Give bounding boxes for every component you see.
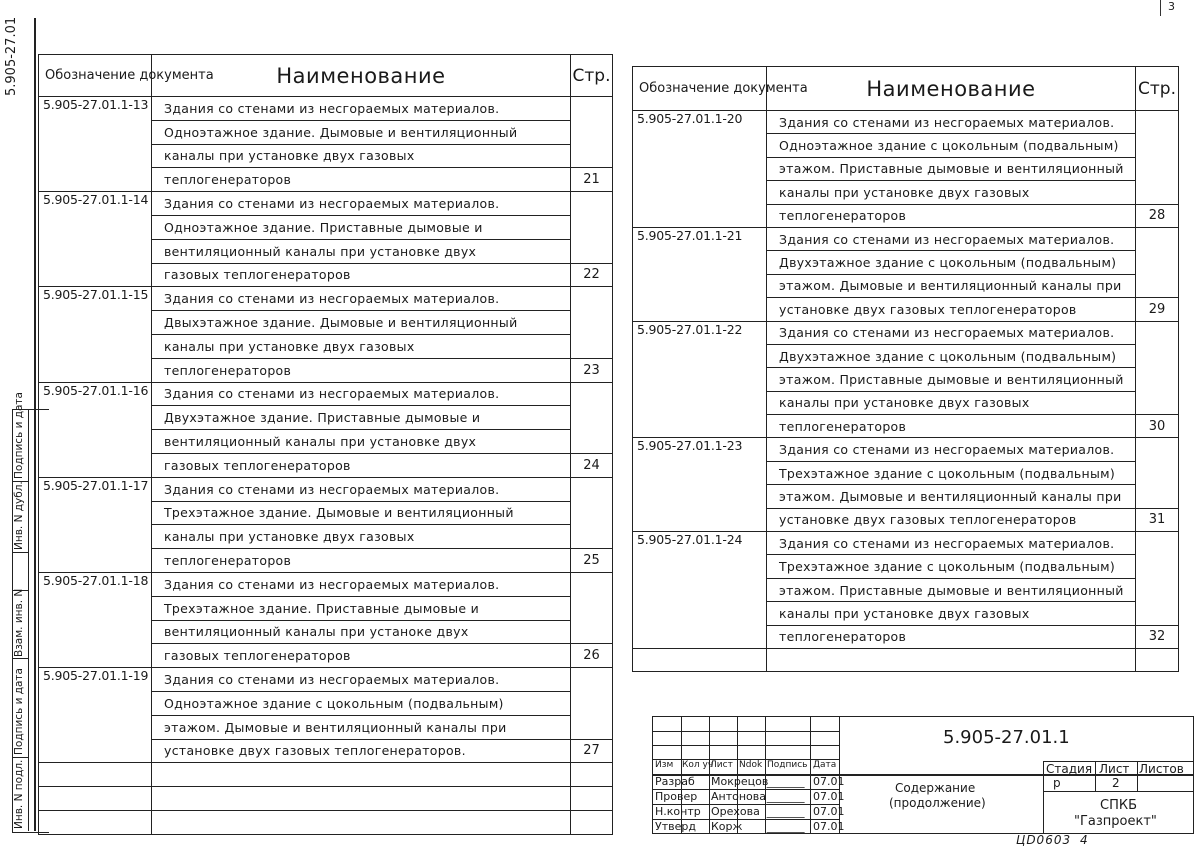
document-name-line: Здания со стенами из несгораемых материалов. xyxy=(767,532,1136,555)
table-row xyxy=(39,97,613,121)
empty-row xyxy=(39,787,613,811)
page-cell xyxy=(571,525,613,549)
page-cell xyxy=(1136,368,1179,391)
document-code xyxy=(633,251,767,274)
page-cell xyxy=(571,382,613,406)
document-code xyxy=(39,549,152,573)
doc-code: 5.905-27.01.1 xyxy=(943,727,1070,748)
page-number-divider xyxy=(1160,0,1161,16)
document-code: 5.905-27.01.1-15 xyxy=(39,287,152,311)
stamp-vzam-inv: Взам. инв. N xyxy=(13,588,25,657)
side-document-code: 5.905-27.01 xyxy=(4,16,19,96)
doc-title-line2: (продолжение) xyxy=(889,796,986,810)
table-row xyxy=(39,239,613,263)
stamp-inv-dubl: Инв. N дубл. xyxy=(13,481,25,550)
table-row xyxy=(633,602,1179,625)
document-name-line: каналы при установке двух газовых xyxy=(767,391,1136,414)
page-cell xyxy=(571,477,613,501)
title-block-col-header: Изм xyxy=(655,760,674,770)
header-name: Наименование xyxy=(152,55,571,97)
page-number-cell: 29 xyxy=(1136,298,1179,321)
document-name-line: Трехэтажное здание. Дымовые и вентиляционный xyxy=(152,501,571,525)
page-number-cell: 21 xyxy=(571,168,613,192)
document-code xyxy=(633,134,767,157)
document-code xyxy=(39,406,152,430)
page-cell xyxy=(571,120,613,144)
document-name-line: Здания со стенами из несгораемых материалов. xyxy=(152,572,571,596)
left-contents-table xyxy=(38,54,613,835)
title-block-role: Н.контр xyxy=(655,805,701,818)
table-row xyxy=(39,525,613,549)
document-code xyxy=(633,391,767,414)
empty-row xyxy=(39,810,613,834)
page-cell xyxy=(571,668,613,692)
page-cell xyxy=(571,287,613,311)
page-number-cell: 22 xyxy=(571,263,613,287)
document-name-line: Здания со стенами из несгораемых материалов. xyxy=(152,668,571,692)
page-cell xyxy=(571,596,613,620)
table-row xyxy=(39,334,613,358)
document-name-line: Здания со стенами из несгораемых материалов. xyxy=(767,438,1136,461)
stamp-separator xyxy=(12,658,28,659)
title-block-role: Провер xyxy=(655,790,698,803)
document-code xyxy=(39,715,152,739)
page-number-cell: 25 xyxy=(571,549,613,573)
document-name-line: вентиляционный каналы при установке двух xyxy=(152,239,571,263)
document-name-line: Двухэтажное здание с цокольным (подвальным) xyxy=(767,344,1136,367)
table-row xyxy=(633,485,1179,508)
page-cell xyxy=(1136,391,1179,414)
table-row xyxy=(39,501,613,525)
page-cell xyxy=(1136,602,1179,625)
org-line2: "Газпроект" xyxy=(1074,814,1157,829)
document-code xyxy=(39,215,152,239)
page-cell xyxy=(1136,321,1179,344)
table-row xyxy=(39,549,613,573)
page-cell xyxy=(1136,578,1179,601)
signature-scribble xyxy=(766,819,809,833)
title-block-col-header: Кол уч xyxy=(682,760,714,770)
title-block-name: Антонова xyxy=(711,790,766,803)
page-number-cell: 24 xyxy=(571,453,613,477)
title-block-date: 07.01 xyxy=(813,820,845,833)
document-code xyxy=(39,311,152,335)
stage-value: р xyxy=(1053,776,1061,790)
document-code: 5.905-27.01.1-16 xyxy=(39,382,152,406)
table-row xyxy=(633,204,1179,227)
table-row xyxy=(633,368,1179,391)
page-cell xyxy=(571,334,613,358)
document-code xyxy=(633,555,767,578)
document-name-line: этажом. Приставные дымовые и вентиляционный xyxy=(767,578,1136,601)
document-code: 5.905-27.01.1-20 xyxy=(633,111,767,134)
document-name-line: теплогенераторов xyxy=(152,168,571,192)
title-block-col-header: Подпись xyxy=(767,760,808,770)
document-code xyxy=(39,120,152,144)
page-cell xyxy=(571,192,613,216)
title-block-role: Утверд xyxy=(655,820,696,833)
empty-cell xyxy=(39,763,152,787)
signature-scribble xyxy=(766,804,809,818)
page-cell xyxy=(1136,111,1179,134)
right-contents-table xyxy=(632,66,1179,672)
document-code xyxy=(633,368,767,391)
table-row xyxy=(39,691,613,715)
document-name-line: теплогенераторов xyxy=(767,415,1136,438)
document-code xyxy=(39,334,152,358)
page-cell xyxy=(571,215,613,239)
document-name-line: Двыхэтажное здание. Дымовые и вентиляционный xyxy=(152,311,571,335)
title-block-name: Мокрецов xyxy=(711,775,769,788)
title-block-name: Орехова xyxy=(711,805,760,818)
table-row xyxy=(633,111,1179,134)
table-row xyxy=(39,406,613,430)
document-code xyxy=(39,168,152,192)
title-block-name: Корж xyxy=(711,820,743,833)
signature-scribble xyxy=(766,789,809,803)
title-block-col-header: Дата xyxy=(813,760,837,770)
document-name-line: Трехэтажное здание с цокольным (подвальным) xyxy=(767,461,1136,484)
table-row xyxy=(633,344,1179,367)
page-cell xyxy=(1136,485,1179,508)
document-name-line: каналы при установке двух газовых xyxy=(767,602,1136,625)
title-block-date: 07.01 xyxy=(813,775,845,788)
document-name-line: Здания со стенами из несгораемых материалов. xyxy=(152,287,571,311)
stamp-separator xyxy=(12,552,28,553)
empty-cell xyxy=(571,787,613,811)
table-row xyxy=(633,461,1179,484)
document-name-line: газовых теплогенераторов xyxy=(152,644,571,668)
document-code xyxy=(39,691,152,715)
signature-scribble xyxy=(766,774,809,788)
title-block-date: 07.01 xyxy=(813,790,845,803)
document-code: 5.905-27.01.1-13 xyxy=(39,97,152,121)
document-code: 5.905-27.01.1-17 xyxy=(39,477,152,501)
table-row xyxy=(633,555,1179,578)
empty-cell xyxy=(1136,648,1179,671)
table-row xyxy=(39,382,613,406)
page-cell xyxy=(571,572,613,596)
page-cell xyxy=(1136,227,1179,250)
document-code: 5.905-27.01.1-24 xyxy=(633,532,767,555)
document-code: 5.905-27.01.1-18 xyxy=(39,572,152,596)
document-name-line: Одноэтажное здание. Приставные дымовые и xyxy=(152,215,571,239)
document-name-line: этажом. Приставные дымовые и вентиляционный xyxy=(767,157,1136,180)
page-cell xyxy=(1136,157,1179,180)
document-code xyxy=(633,625,767,648)
stamp-signature-date-bottom: Подпись и дата xyxy=(13,668,25,755)
page-cell xyxy=(571,406,613,430)
document-code xyxy=(39,501,152,525)
page-cell xyxy=(571,144,613,168)
page-cell xyxy=(571,430,613,454)
header-page: Стр. xyxy=(571,55,613,97)
sheet-header: Лист xyxy=(1099,762,1130,776)
table-row xyxy=(39,715,613,739)
table-row xyxy=(633,298,1179,321)
page-cell xyxy=(1136,134,1179,157)
document-code xyxy=(633,157,767,180)
table-row xyxy=(633,415,1179,438)
sheet-value: 2 xyxy=(1112,776,1120,790)
document-name-line: газовых теплогенераторов xyxy=(152,453,571,477)
table-row xyxy=(633,321,1179,344)
table-row xyxy=(633,532,1179,555)
document-code xyxy=(633,274,767,297)
empty-cell xyxy=(39,810,152,834)
table-row xyxy=(39,477,613,501)
document-code xyxy=(39,263,152,287)
page-cell xyxy=(571,311,613,335)
document-name-line: Здания со стенами из несгораемых материалов. xyxy=(767,227,1136,250)
document-name-line: установке двух газовых теплогенераторов xyxy=(767,298,1136,321)
archive-suffix: 4 xyxy=(1080,833,1088,847)
document-name-line: установке двух газовых теплогенераторов xyxy=(767,508,1136,531)
stamp-separator xyxy=(12,757,28,758)
empty-cell xyxy=(571,763,613,787)
empty-cell xyxy=(39,787,152,811)
table-row xyxy=(39,192,613,216)
page-number-cell: 26 xyxy=(571,644,613,668)
page-cell xyxy=(1136,274,1179,297)
table-row xyxy=(39,263,613,287)
document-name-line: Одноэтажное здание. Дымовые и вентиляционный xyxy=(152,120,571,144)
table-row xyxy=(39,644,613,668)
sheets-header: Листов xyxy=(1139,762,1184,776)
document-code xyxy=(633,461,767,484)
empty-cell xyxy=(152,763,571,787)
table-row xyxy=(39,358,613,382)
page-cell xyxy=(1136,344,1179,367)
document-name-line: Трехэтажное здание. Приставные дымовые и xyxy=(152,596,571,620)
document-code xyxy=(633,344,767,367)
doc-title-line1: Содержание xyxy=(895,781,976,795)
document-code xyxy=(633,508,767,531)
empty-cell xyxy=(152,787,571,811)
table-row xyxy=(39,453,613,477)
table-row xyxy=(633,508,1179,531)
document-name-line: этажом. Приставные дымовые и вентиляционный xyxy=(767,368,1136,391)
archive-number: ЦD0603 xyxy=(1016,833,1072,847)
document-name-line: Здания со стенами из несгораемых материалов. xyxy=(152,192,571,216)
header-code: Обозначение документа xyxy=(39,55,152,97)
document-name-line: каналы при установке двух газовых xyxy=(767,181,1136,204)
document-name-line: газовых теплогенераторов xyxy=(152,263,571,287)
document-code xyxy=(39,739,152,763)
document-name-line: каналы при установке двух газовых xyxy=(152,525,571,549)
table-row xyxy=(39,168,613,192)
table-row xyxy=(633,157,1179,180)
document-code: 5.905-27.01.1-23 xyxy=(633,438,767,461)
document-name-line: каналы при установке двух газовых xyxy=(152,144,571,168)
table-row xyxy=(633,227,1179,250)
page-cell xyxy=(571,501,613,525)
table-row xyxy=(633,181,1179,204)
document-code: 5.905-27.01.1-14 xyxy=(39,192,152,216)
page-cell xyxy=(1136,251,1179,274)
stage-header: Стадия xyxy=(1046,762,1093,776)
title-block-col-header: Лист xyxy=(710,760,733,770)
empty-cell xyxy=(633,648,767,671)
table-row xyxy=(633,391,1179,414)
document-code xyxy=(633,181,767,204)
document-code: 5.905-27.01.1-19 xyxy=(39,668,152,692)
document-code xyxy=(633,602,767,625)
document-name-line: этажом. Дымовые и вентиляционный каналы при xyxy=(152,715,571,739)
document-code xyxy=(39,644,152,668)
page-number: 3 xyxy=(1168,0,1175,13)
document-name-line: теплогенераторов xyxy=(767,625,1136,648)
table-row xyxy=(39,144,613,168)
document-name-line: Здания со стенами из несгораемых материалов. xyxy=(767,111,1136,134)
table-row xyxy=(39,215,613,239)
header-code: Обозначение документа xyxy=(633,67,767,111)
document-code: 5.905-27.01.1-22 xyxy=(633,321,767,344)
empty-cell xyxy=(571,810,613,834)
document-code xyxy=(39,358,152,382)
page-cell xyxy=(1136,461,1179,484)
document-code xyxy=(633,578,767,601)
document-name-line: установке двух газовых теплогенераторов. xyxy=(152,739,571,763)
title-block-date: 07.01 xyxy=(813,805,845,818)
document-name-line: Здания со стенами из несгораемых материалов. xyxy=(767,321,1136,344)
document-code xyxy=(39,239,152,263)
document-code: 5.905-27.01.1-21 xyxy=(633,227,767,250)
title-block xyxy=(652,716,1194,834)
document-name-line: Здания со стенами из несгораемых материалов. xyxy=(152,382,571,406)
document-name-line: Здания со стенами из несгораемых материалов. xyxy=(152,477,571,501)
table-row xyxy=(633,578,1179,601)
stamp-signature-date-top: Подпись и дата xyxy=(13,392,25,479)
document-code xyxy=(39,430,152,454)
page-number-cell: 23 xyxy=(571,358,613,382)
table-row xyxy=(633,438,1179,461)
page-number-cell: 30 xyxy=(1136,415,1179,438)
page-cell xyxy=(1136,555,1179,578)
table-row xyxy=(39,311,613,335)
empty-cell xyxy=(767,648,1136,671)
document-code xyxy=(39,525,152,549)
header-page: Стр. xyxy=(1136,67,1179,111)
page-cell xyxy=(571,97,613,121)
table-row xyxy=(39,596,613,620)
table-row xyxy=(633,274,1179,297)
page-cell xyxy=(571,620,613,644)
document-code xyxy=(633,204,767,227)
table-row xyxy=(39,620,613,644)
empty-cell xyxy=(152,810,571,834)
table-row xyxy=(633,625,1179,648)
table-row xyxy=(39,120,613,144)
document-name-line: этажом. Дымовые и вентиляционный каналы при xyxy=(767,485,1136,508)
document-code xyxy=(39,453,152,477)
table-row xyxy=(39,287,613,311)
table-row xyxy=(633,134,1179,157)
document-name-line: вентиляционный каналы при установке двух xyxy=(152,430,571,454)
table-row xyxy=(39,668,613,692)
page-cell xyxy=(571,691,613,715)
page-number-cell: 27 xyxy=(571,739,613,763)
page-cell xyxy=(1136,181,1179,204)
document-name-line: теплогенераторов xyxy=(152,549,571,573)
table-row xyxy=(39,572,613,596)
document-code xyxy=(633,415,767,438)
title-block-role: Разраб xyxy=(655,775,695,788)
page-number-cell: 32 xyxy=(1136,625,1179,648)
document-name-line: теплогенераторов xyxy=(152,358,571,382)
document-name-line: Трехэтажное здание с цокольным (подвальным) xyxy=(767,555,1136,578)
empty-row xyxy=(633,648,1179,671)
document-code xyxy=(633,298,767,321)
org-line1: СПКБ xyxy=(1100,798,1138,813)
table-row xyxy=(39,430,613,454)
page-number-cell: 31 xyxy=(1136,508,1179,531)
document-code xyxy=(39,596,152,620)
document-name-line: Двухэтажное здание с цокольным (подвальным) xyxy=(767,251,1136,274)
document-name-line: этажом. Дымовые и вентиляционный каналы при xyxy=(767,274,1136,297)
page-cell xyxy=(571,715,613,739)
document-name-line: Одноэтажное здание с цокольным (подвальным) xyxy=(152,691,571,715)
title-block-col-header: Ndok xyxy=(739,760,763,770)
document-name-line: Здания со стенами из несгораемых материалов. xyxy=(152,97,571,121)
stamp-inv-podl: Инв. N подл. xyxy=(13,759,25,829)
margin-stamp-divider xyxy=(28,409,29,831)
document-name-line: теплогенераторов xyxy=(767,204,1136,227)
empty-row xyxy=(39,763,613,787)
table-row xyxy=(633,251,1179,274)
document-code xyxy=(39,620,152,644)
page-cell xyxy=(571,239,613,263)
header-name: Наименование xyxy=(767,67,1136,111)
table-row xyxy=(39,739,613,763)
document-name-line: вентиляционный каналы при устаноке двух xyxy=(152,620,571,644)
page-number-cell: 28 xyxy=(1136,204,1179,227)
document-name-line: Двухэтажное здание. Приставные дымовые и xyxy=(152,406,571,430)
page-cell xyxy=(1136,532,1179,555)
document-code xyxy=(39,144,152,168)
page-cell xyxy=(1136,438,1179,461)
document-name-line: каналы при установке двух газовых xyxy=(152,334,571,358)
document-code xyxy=(633,485,767,508)
document-name-line: Одноэтажное здание с цокольным (подвальным) xyxy=(767,134,1136,157)
